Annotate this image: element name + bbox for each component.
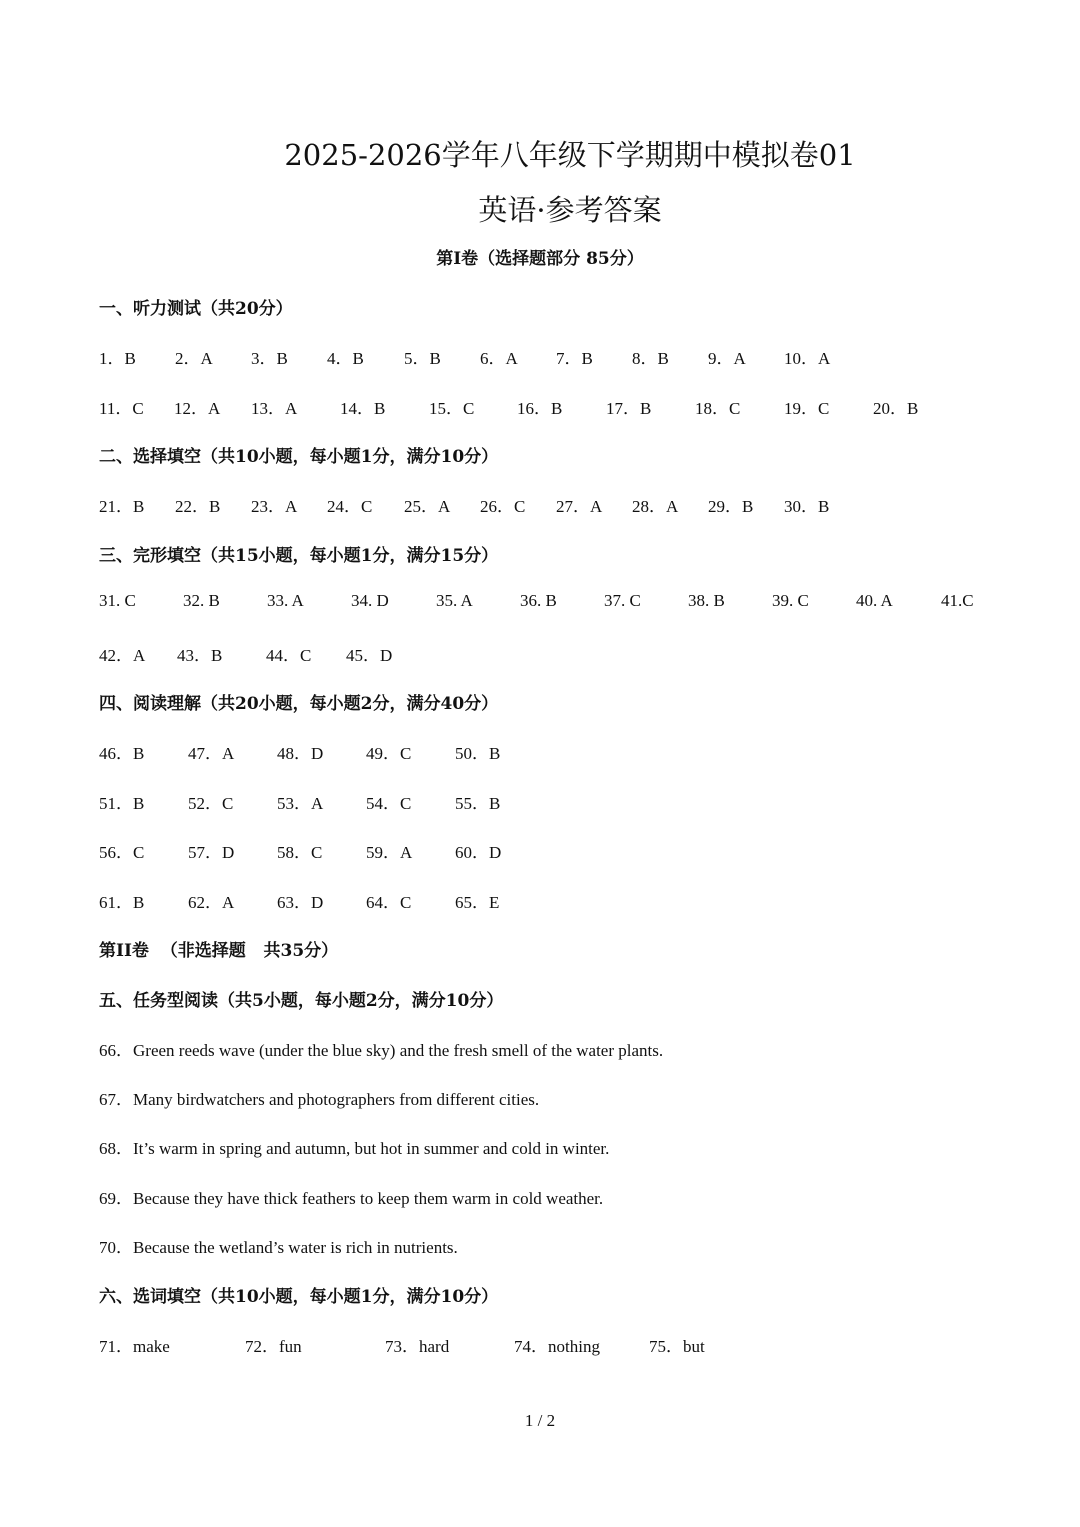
answer-item: 2．A (175, 349, 213, 368)
task-reading-answer: 67．Many birdwatchers and photographers from different cities. (99, 1090, 540, 1109)
part-two-heading: 第II卷 （非选择题 共35分） (99, 941, 339, 961)
answer-item: 7．B (556, 349, 593, 368)
answer-item: 16．B (517, 399, 563, 418)
answer-item: 74．nothing (514, 1337, 600, 1356)
answer-item: 59．A (366, 843, 413, 862)
answer-item: 75．but (649, 1337, 705, 1356)
answer-item: 56．C (99, 843, 145, 862)
answer-item: 4．B (327, 349, 364, 368)
answer-item: 27．A (556, 497, 603, 516)
answer-item: 26．C (480, 497, 526, 516)
answer-item: 9．A (708, 349, 746, 368)
answer-item: 6．A (480, 349, 518, 368)
answer-item: 39. C (772, 591, 809, 610)
answer-item: 29．B (708, 497, 754, 516)
answer-item: 13．A (251, 399, 298, 418)
answer-item: 12．A (174, 399, 221, 418)
answer-item: 15．C (429, 399, 475, 418)
answer-item: 1．B (99, 349, 136, 368)
section-listening-heading: 一、听力测试（共20分） (99, 299, 293, 319)
answer-item: 3．B (251, 349, 288, 368)
answer-item: 5．B (404, 349, 441, 368)
answer-item: 42．A (99, 646, 146, 665)
page-number: 1 / 2 (524, 1411, 556, 1430)
answer-item: 35. A (436, 591, 473, 610)
answer-item: 25．A (404, 497, 451, 516)
answer-item: 61．B (99, 893, 145, 912)
answer-item: 21．B (99, 497, 145, 516)
part-one-heading: 第I卷（选择题部分 85分） (436, 249, 644, 269)
answer-item: 48．D (277, 744, 324, 763)
task-reading-answer: 70．Because the wetland’s water is rich in nutrients. (99, 1238, 458, 1257)
answer-item: 30．B (784, 497, 830, 516)
answer-item: 64．C (366, 893, 412, 912)
answer-item: 49．C (366, 744, 412, 763)
answer-item: 33. A (267, 591, 304, 610)
answer-item: 41.C (941, 591, 974, 610)
answer-item: 63．D (277, 893, 324, 912)
answer-item: 72．fun (245, 1337, 302, 1356)
answer-item: 32. B (183, 591, 220, 610)
answer-item: 36. B (520, 591, 557, 610)
answer-item: 62．A (188, 893, 235, 912)
answer-item: 55．B (455, 794, 501, 813)
answer-item: 28．A (632, 497, 679, 516)
answer-item: 58．C (277, 843, 323, 862)
answer-item: 53．A (277, 794, 324, 813)
answer-item: 14．B (340, 399, 386, 418)
answer-item: 24．C (327, 497, 373, 516)
answer-item: 54．C (366, 794, 412, 813)
answer-item: 65．E (455, 893, 500, 912)
answer-item: 47．A (188, 744, 235, 763)
answer-item: 71．make (99, 1337, 170, 1356)
answer-item: 51．B (99, 794, 145, 813)
answer-item: 46．B (99, 744, 145, 763)
section-cloze-heading: 三、完形填空（共15小题，每小题1分，满分15分） (99, 546, 499, 566)
answer-item: 8．B (632, 349, 669, 368)
answer-item: 44．C (266, 646, 312, 665)
section-reading-heading: 四、阅读理解（共20小题，每小题2分，满分40分） (99, 694, 499, 714)
answer-item: 57．D (188, 843, 235, 862)
answer-item: 60．D (455, 843, 502, 862)
answer-item: 23．A (251, 497, 298, 516)
section-word-fill-heading: 六、选词填空（共10小题，每小题1分，满分10分） (99, 1287, 499, 1307)
answer-item: 31. C (99, 591, 136, 610)
answer-item: 52．C (188, 794, 234, 813)
answer-item: 50．B (455, 744, 501, 763)
document-subtitle: 英语·参考答案 (478, 193, 662, 227)
answer-item: 73．hard (385, 1337, 450, 1356)
answer-item: 22．B (175, 497, 221, 516)
answer-item: 38. B (688, 591, 725, 610)
section-multiple-choice-heading: 二、选择填空（共10小题，每小题1分，满分10分） (99, 447, 499, 467)
document-title: 2025-2026学年八年级下学期期中模拟卷01 (284, 138, 856, 172)
answer-item: 11．C (99, 399, 144, 418)
answer-item: 18．C (695, 399, 741, 418)
answer-item: 20．B (873, 399, 919, 418)
answer-item: 43．B (177, 646, 223, 665)
section-task-reading-heading: 五、任务型阅读（共5小题，每小题2分，满分10分） (99, 991, 504, 1011)
task-reading-answer: 69．Because they have thick feathers to keep them warm in cold weather. (99, 1189, 604, 1208)
answer-item: 40. A (856, 591, 893, 610)
task-reading-answer: 66．Green reeds wave (under the blue sky) and the fresh smell of the water plants. (99, 1041, 664, 1060)
answer-item: 34. D (351, 591, 389, 610)
answer-item: 17．B (606, 399, 652, 418)
answer-item: 10．A (784, 349, 831, 368)
answer-item: 19．C (784, 399, 830, 418)
answer-item: 45．D (346, 646, 393, 665)
task-reading-answer: 68．It’s warm in spring and autumn, but hot in summer and cold in winter. (99, 1139, 610, 1158)
answer-item: 37. C (604, 591, 641, 610)
